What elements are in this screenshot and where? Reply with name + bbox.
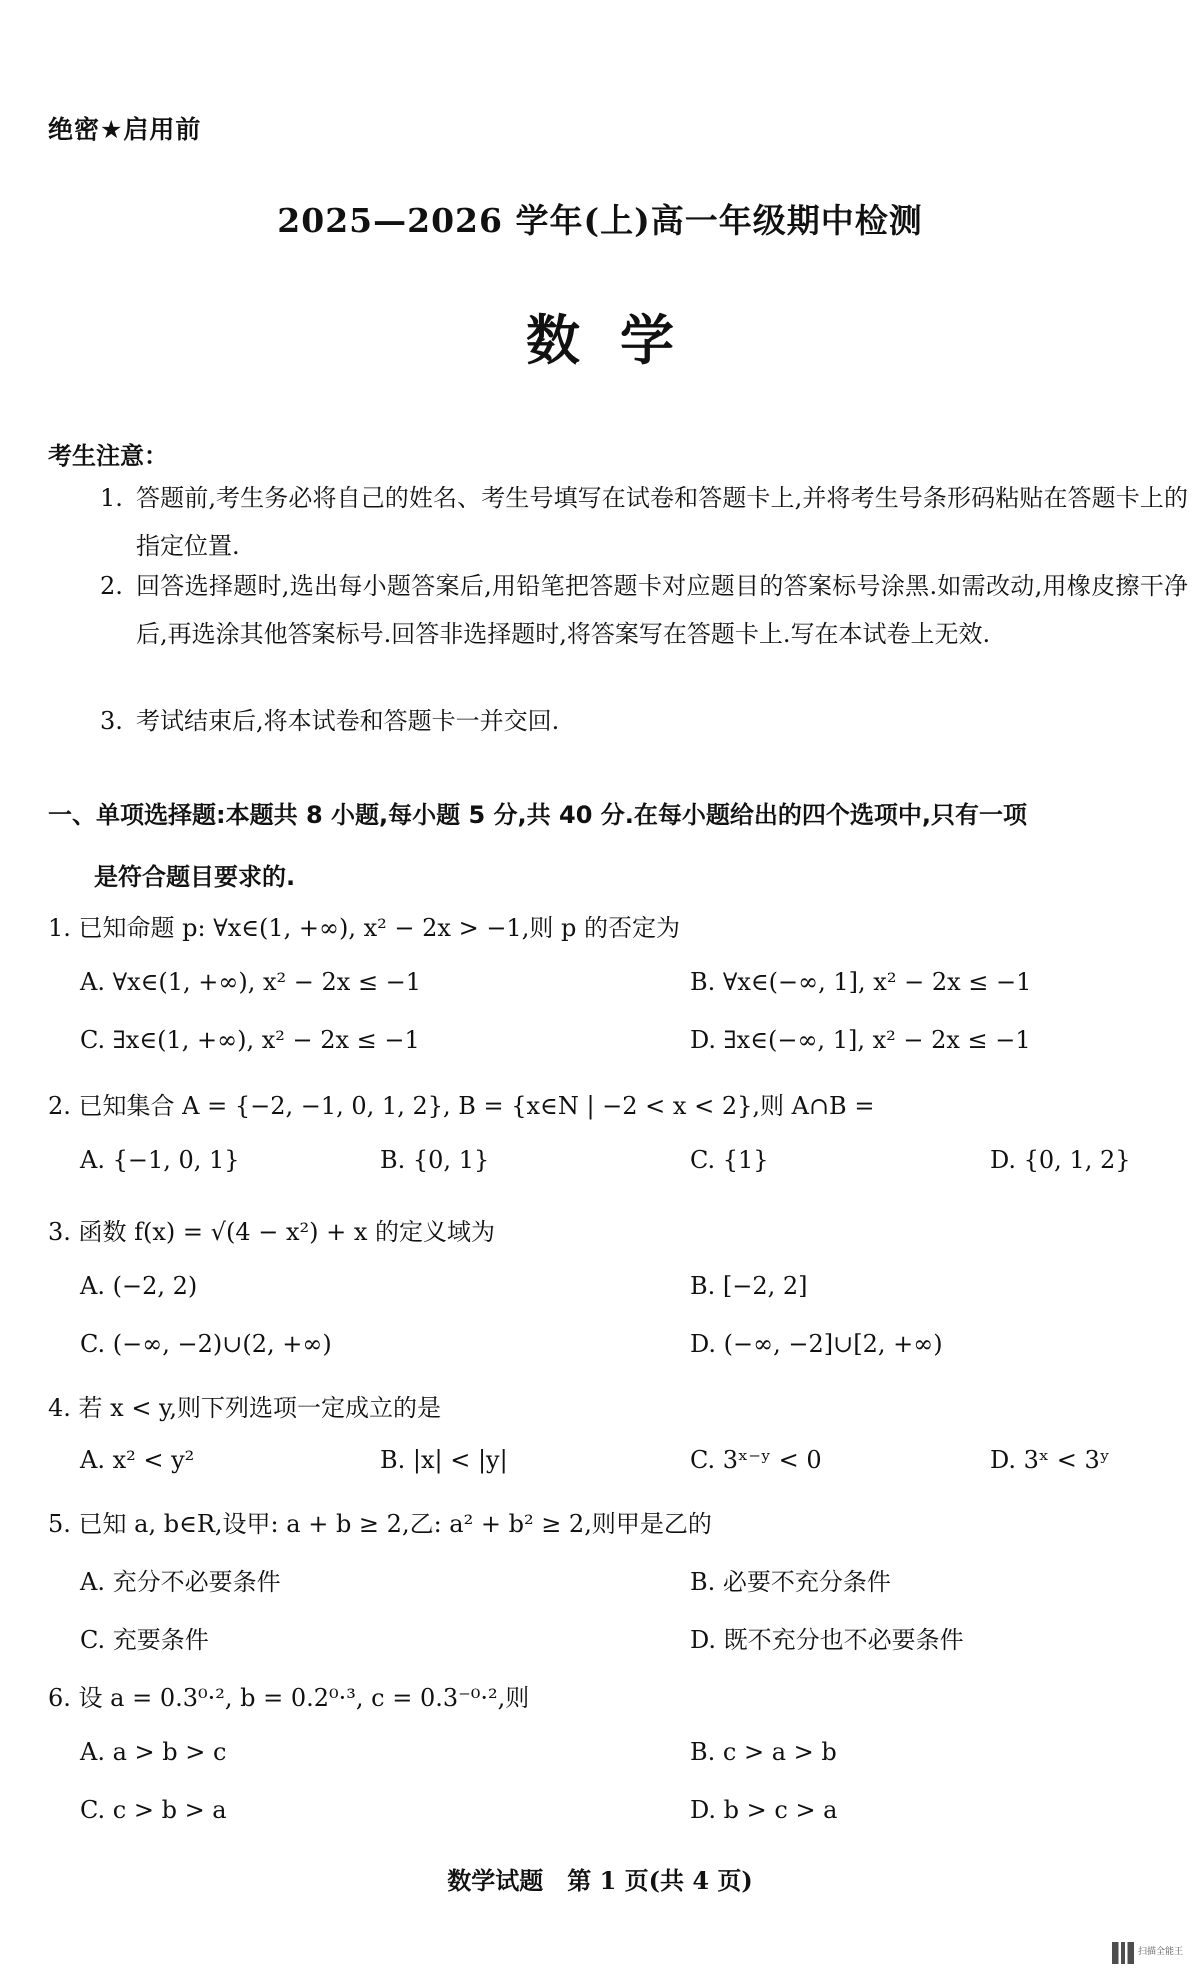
question-stem: 5. 已知 a, b∈R,设甲: a + b ≥ 2,乙: a² + b² ≥ 2,则甲是乙的 [48,1510,712,1538]
notice-text: 考试结束后,将本试卷和答题卡一并交回. [136,707,560,735]
notice-number: 1. [100,484,123,512]
question-stem: 3. 函数 f(x) = √(4 − x²) + x 的定义域为 [48,1218,496,1246]
option-c: C. ∃x∈(1, +∞), x² − 2x ≤ −1 [80,1026,420,1054]
option-a: A. ∀x∈(1, +∞), x² − 2x ≤ −1 [80,968,422,996]
question-stem: 2. 已知集合 A = {−2, −1, 0, 1, 2}, B = {x∈N | −2 < x < 2},则 A∩B = [48,1092,875,1120]
question-stem: 1. 已知命题 p: ∀x∈(1, +∞), x² − 2x > −1,则 p 的否定为 [48,914,680,942]
option-c: C. c > b > a [80,1796,227,1824]
notice-item [100,562,1188,658]
question-stem: 6. 设 a = 0.3⁰·², b = 0.2⁰·³, c = 0.3⁻⁰·²,则 [48,1684,530,1712]
option-a: A. {−1, 0, 1} [80,1146,240,1174]
option-b: B. [−2, 2] [690,1272,808,1300]
notice-heading: 考生注意： [48,442,168,470]
option-d: D. ∃x∈(−∞, 1], x² − 2x ≤ −1 [690,1026,1031,1054]
option-c: C. 3ˣ⁻ʸ < 0 [690,1446,822,1474]
subject-title: 数学 [526,309,714,372]
option-d: D. (−∞, −2]∪[2, +∞) [690,1330,943,1358]
option-c: C. {1} [690,1146,769,1174]
option-c: C. (−∞, −2)∪(2, +∞) [80,1330,332,1358]
notice-item [100,474,1188,570]
option-a: A. 充分不必要条件 [80,1568,281,1596]
option-b: B. ∀x∈(−∞, 1], x² − 2x ≤ −1 [690,968,1032,996]
option-a: A. a > b > c [80,1738,227,1766]
option-a: A. x² < y² [80,1446,195,1474]
option-d: D. 既不充分也不必要条件 [690,1626,964,1654]
qr-code-icon [1112,1942,1134,1964]
option-b: B. 必要不充分条件 [690,1568,891,1596]
notice-text: 答题前,考生务必将自己的姓名、考生号填写在试卷和答题卡上,并将考生号条形码粘贴在答题卡上的指定位置. [136,484,1188,560]
option-b: B. |x| < |y| [380,1446,508,1474]
section-heading [48,784,1148,908]
notice-text: 回答选择题时,选出每小题答案后,用铅笔把答题卡对应题目的答案标号涂黑.如需改动,用橡皮擦干净后,再选涂其他答案标号.回答非选择题时,将答案写在答题卡上.写在本试卷上无效. [136,572,1188,648]
option-d: D. 3ˣ < 3ʸ [990,1446,1110,1474]
exam-title: 2025—2026 学年(上)高一年级期中检测 [277,201,923,240]
option-b: B. {0, 1} [380,1146,490,1174]
notice-number: 2. [100,572,123,600]
option-a: A. (−2, 2) [80,1272,198,1300]
section-heading-line2: 是符合题目要求的. [94,863,296,891]
option-b: B. c > a > b [690,1738,837,1766]
option-d: D. b > c > a [690,1796,838,1824]
section-heading-line1: 一、单项选择题:本题共 8 小题,每小题 5 分,共 40 分.在每小题给出的四个选项中,只有一项 [48,801,1027,829]
notice-number: 3. [100,707,123,735]
option-d: D. {0, 1, 2} [990,1146,1131,1174]
confidential-label: 绝密★启用前 [48,115,202,144]
notice-item [100,697,1188,745]
scanner-watermark: 扫描全能王 [1138,1947,1184,1957]
page-footer: 数学试题 第 1 页(共 4 页) [447,1866,753,1895]
question-stem: 4. 若 x < y,则下列选项一定成立的是 [48,1394,442,1422]
option-c: C. 充要条件 [80,1626,209,1654]
